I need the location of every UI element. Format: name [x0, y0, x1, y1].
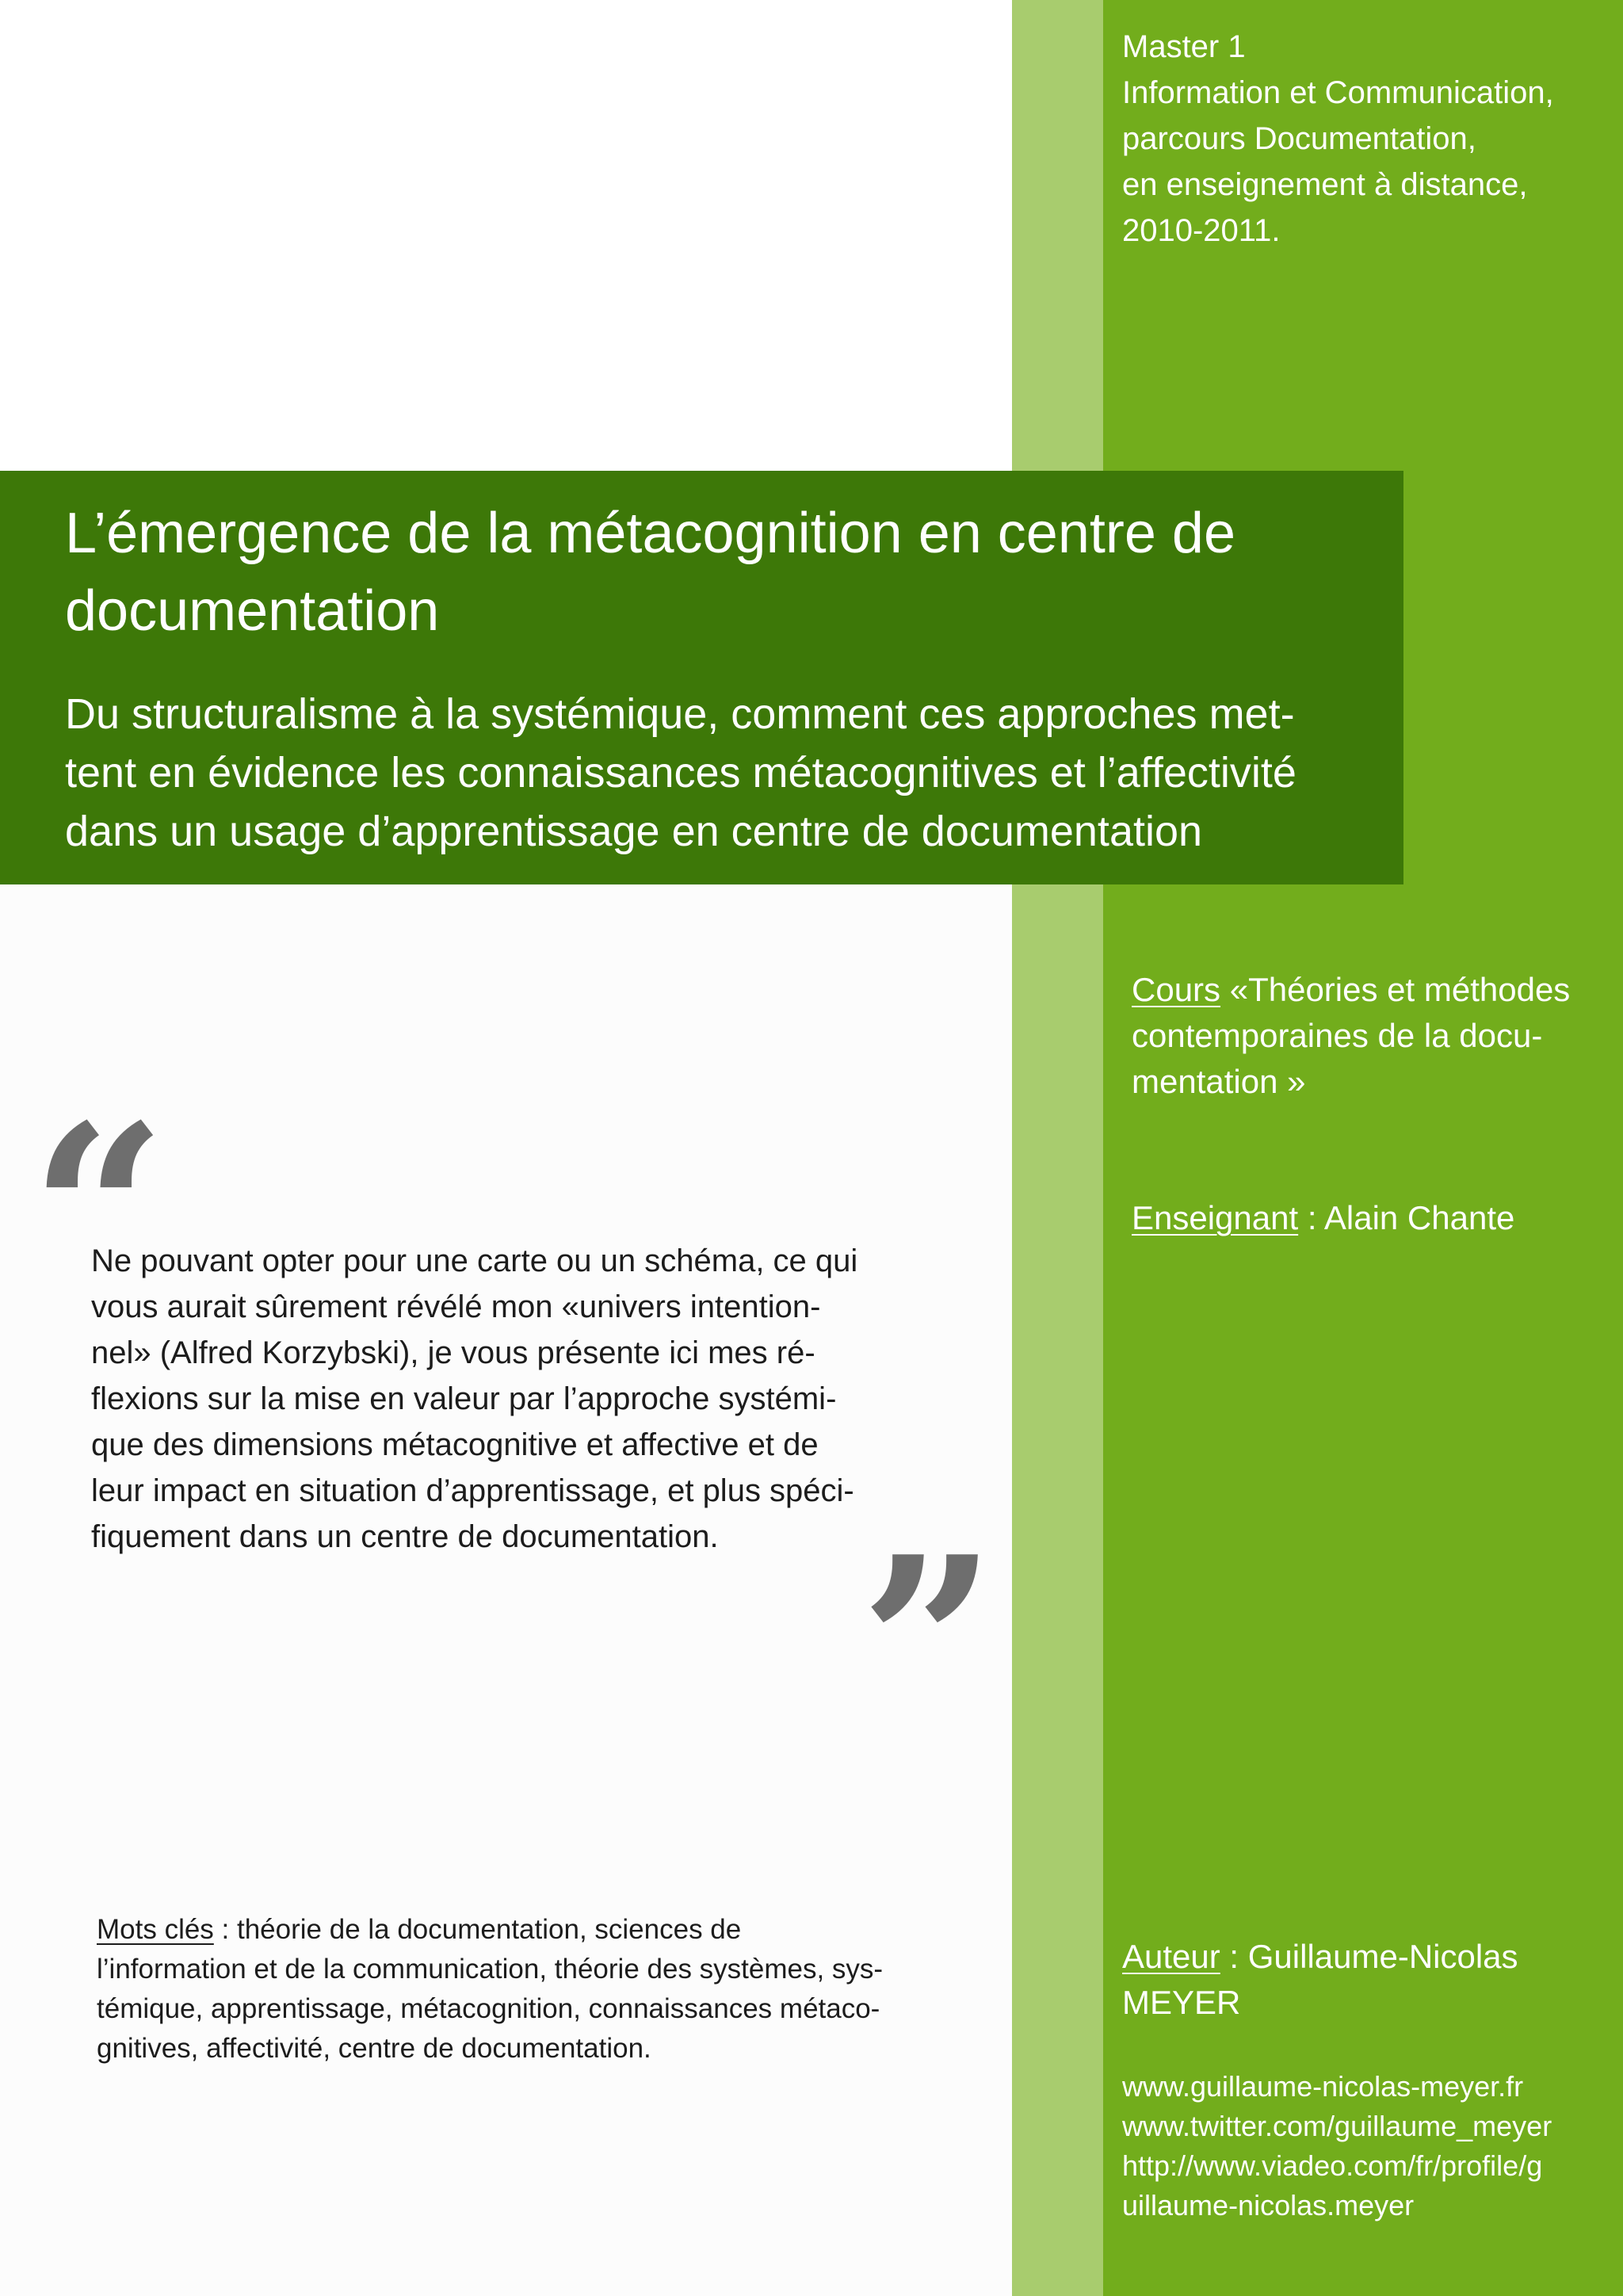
viadeo-link-continued[interactable]: uillaume-nicolas.meyer — [1122, 2189, 1415, 2222]
author-name-line: MEYER — [1122, 1984, 1241, 2021]
author-links — [1122, 2067, 1613, 2225]
document-subtitle — [65, 685, 1381, 861]
author-label: Auteur — [1122, 1938, 1220, 1975]
document-title — [65, 495, 1365, 650]
title-line: documentation — [65, 579, 440, 643]
course-label: Cours — [1132, 971, 1221, 1008]
title-banner — [0, 471, 1403, 884]
course-title-line: «Théories et méthodes — [1229, 971, 1571, 1008]
open-quote-icon: “ — [30, 1072, 167, 1352]
program-line: Information et Communication, — [1122, 75, 1554, 110]
abstract-line: leur impact en situation d’apprentissage, et plus spéci- — [91, 1473, 854, 1508]
keywords-block — [97, 1910, 968, 2069]
abstract-line: que des dimensions métacognitive et affective et de — [91, 1427, 819, 1462]
keywords-label: Mots clés — [97, 1914, 214, 1945]
abstract-line: nel» (Alfred Korzybski), je vous présente ici mes ré- — [91, 1335, 815, 1370]
subtitle-line: tent en évidence les connaissances métacognitives et l’affectivité — [65, 749, 1296, 797]
twitter-link[interactable]: www.twitter.com/guillaume_meyer — [1122, 2110, 1552, 2142]
top-white-area — [0, 0, 1012, 471]
author-info — [1122, 1934, 1598, 2026]
teacher-label: Enseignant — [1132, 1199, 1299, 1236]
viadeo-link[interactable]: http://www.viadeo.com/fr/profile/g — [1122, 2149, 1543, 2182]
title-line: L’émergence de la métacognition en centre de — [65, 502, 1235, 565]
abstract-line: flexions sur la mise en valeur par l’approche systémi- — [91, 1381, 837, 1416]
keywords-line: : théorie de la documentation, sciences de — [213, 1914, 742, 1945]
keywords-line: témique, apprentissage, métacognition, connaissances métaco- — [97, 1993, 880, 2024]
abstract-line: Ne pouvant opter pour une carte ou un schéma, ce qui — [91, 1244, 858, 1278]
author-name-line: : Guillaume-Nicolas — [1220, 1938, 1518, 1975]
sidebar-light-stripe — [1012, 0, 1103, 2296]
program-line: 2010-2011. — [1122, 213, 1281, 248]
teacher-name: : Alain Chante — [1298, 1199, 1515, 1236]
course-title-line: contemporaines de la docu- — [1132, 1017, 1543, 1054]
program-line: Master 1 — [1122, 29, 1246, 64]
close-quote-icon: ” — [860, 1504, 997, 1784]
program-line: parcours Documentation, — [1122, 121, 1476, 156]
course-info — [1132, 967, 1607, 1105]
program-line: en enseignement à distance, — [1122, 167, 1528, 202]
keywords-line: gnitives, affectivité, centre de documentation. — [97, 2033, 651, 2064]
abstract-line: fiquement dans un centre de documentation. — [91, 1519, 719, 1554]
course-title-line: mentation » — [1132, 1063, 1306, 1100]
teacher-info — [1132, 1195, 1607, 1241]
keywords-line: l’information et de la communication, théorie des systèmes, sys- — [97, 1954, 884, 1985]
subtitle-line: Du structuralisme à la systémique, comment ces approches met- — [65, 690, 1295, 738]
program-info — [1122, 24, 1613, 254]
subtitle-line: dans un usage d’apprentissage en centre de documentation — [65, 808, 1203, 855]
abstract-line: vous aurait sûrement révélé mon «univers intention- — [91, 1289, 821, 1324]
abstract-quote — [91, 1238, 963, 1560]
website-link[interactable]: www.guillaume-nicolas-meyer.fr — [1122, 2070, 1524, 2103]
